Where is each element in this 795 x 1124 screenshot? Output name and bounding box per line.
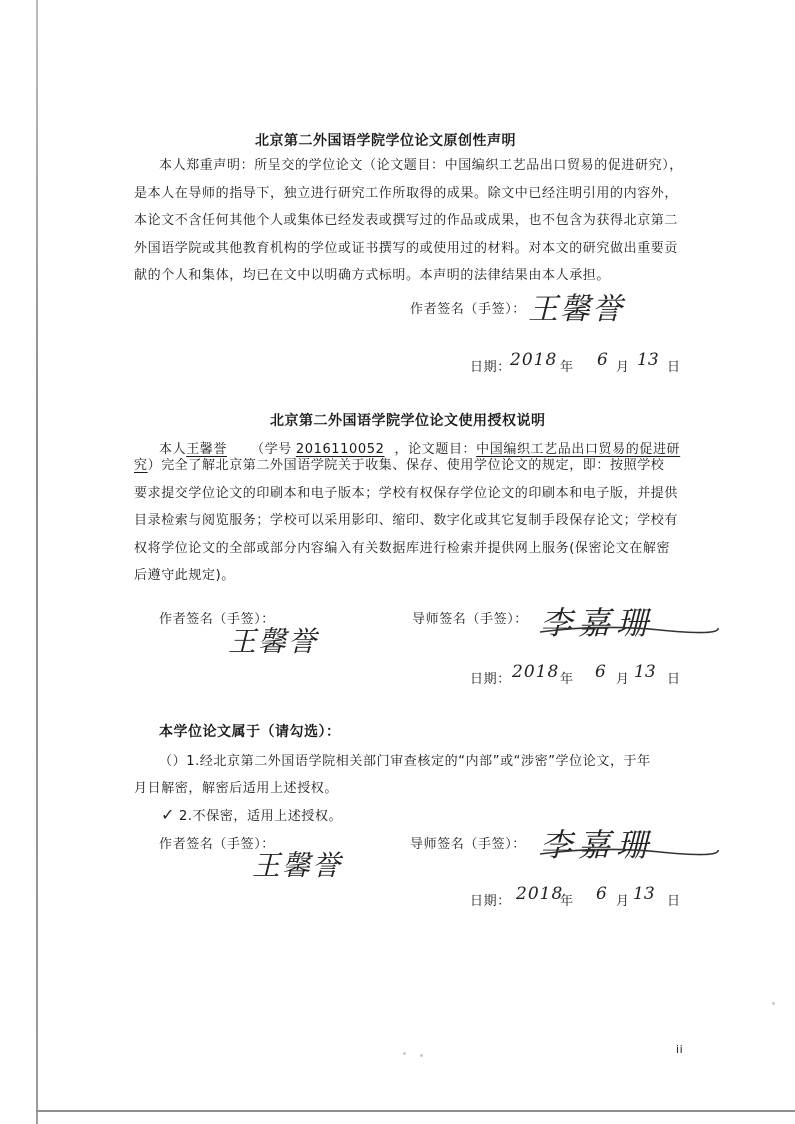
classification-option-2	[161, 805, 342, 824]
originality-year-unit: 年	[560, 360, 574, 375]
classification-author-signature: 王馨誉	[252, 849, 343, 882]
originality-day-unit: 日	[667, 360, 681, 375]
scan-artifact	[772, 1002, 775, 1005]
classification-title: 本学位论文属于（请勾选）：	[159, 724, 341, 740]
originality-line-1	[134, 152, 694, 180]
classification-day-unit: 日	[667, 894, 681, 909]
page-number: ii	[676, 1043, 684, 1056]
classification-month-unit: 月	[616, 894, 630, 909]
page-edge-bottom	[36, 1110, 795, 1112]
authorization-prefix: 本人	[159, 442, 187, 457]
authorization-date-month: 6	[595, 662, 606, 682]
scan-artifact	[403, 1052, 406, 1055]
originality-month-unit: 月	[616, 360, 630, 375]
originality-title: 北京第二外国语学院学位论文原创性声明	[255, 133, 516, 149]
classification-author-sig-label: 作者签名（手签）：	[159, 837, 275, 852]
authorization-line-3: 要求提交学位论文的印刷本和电子版本；学校有权保存学位论文的印刷本和电子版，并提供	[134, 485, 679, 501]
thesis-title-part1: 中国编织工艺品出口贸易的促进研	[476, 442, 681, 457]
classification-advisor-sig-label: 导师签名（手签）：	[410, 837, 526, 852]
authorization-line-6: 后遵守此规定)。	[134, 568, 235, 583]
authorization-month-unit: 月	[616, 672, 630, 687]
classification-date-month: 6	[596, 884, 607, 904]
authorization-date-label: 日期：	[470, 672, 511, 687]
signature-flourish	[540, 842, 720, 862]
page-edge-left	[36, 0, 38, 1124]
authorization-line-4: 目录检索与阅览服务；学校可以采用影印、缩印、数字化或其它复制手段保存论文；学校有	[134, 513, 679, 528]
signature-flourish	[540, 620, 720, 640]
thesis-title-label: ，论文题目：	[394, 442, 477, 457]
option-1-checkbox[interactable]: （）	[159, 754, 187, 769]
originality-line-5: 献的个人和集体，均已在文中以明确方式标明。本声明的法律结果由本人承担。	[134, 268, 611, 283]
authorization-advisor-sig-label: 导师签名（手签）：	[412, 612, 528, 627]
authorization-advisor-signature: 李嘉珊	[540, 604, 655, 642]
authorization-author-signature: 王馨誉	[228, 625, 319, 658]
classification-date-year: 2018	[516, 884, 564, 904]
authorization-title: 北京第二外国语学院学位论文使用授权说明	[270, 413, 546, 429]
authorization-line-5: 权将学位论文的全部或部分内容编入有关数据库进行检索并提供网上服务(保密论文在解密	[134, 540, 671, 556]
originality-line-3: 本论文不含任何其他个人或集体已经发表或撰写过的作品或成果，也不包含为获得北京第二	[134, 213, 679, 228]
classification-date-label: 日期：	[470, 894, 511, 909]
originality-line-2: 是本人在导师的指导下，独立进行研究工作所取得的成果。除文中已经注明引用的内容外，	[134, 185, 679, 201]
authorization-line-2	[134, 452, 694, 480]
authorization-author-sig-label: 作者签名（手签）：	[159, 612, 275, 627]
originality-author-sig-label: 作者签名（手签）：	[410, 302, 526, 317]
option-1-text-line-2: 月日解密，解密后适用上述授权。	[134, 781, 339, 796]
originality-author-signature: 王馨誉	[528, 292, 624, 327]
authorization-date-day: 13	[634, 662, 656, 682]
classification-option-1	[159, 750, 651, 769]
thesis-title-part2: 究	[134, 458, 148, 473]
originality-date-month: 6	[597, 350, 608, 370]
originality-date-year: 2018	[510, 350, 558, 370]
authorization-date-year: 2018	[512, 662, 560, 682]
option-2-text: 2.不保密，适用上述授权。	[179, 809, 343, 824]
authorization-body	[134, 452, 694, 590]
originality-line-4: 外国语学院或其他教育机构的学位或证书撰写的或使用过的材料。对本文的研究做出重要贡	[134, 240, 679, 256]
classification-advisor-signature: 李嘉珊	[540, 826, 655, 864]
originality-body	[134, 152, 694, 290]
authorization-year-unit: 年	[560, 672, 574, 687]
originality-date-label: 日期：	[470, 360, 511, 375]
originality-date-day: 13	[637, 350, 659, 370]
option-1-text: 1.经北京第二外国语学院相关部门审查核定的“内部”或“涉密”学位论文，于年	[186, 754, 651, 769]
student-no: 2016110052	[295, 442, 385, 457]
authorization-line-2-text: ）完全了解北京第二外国语学院关于收集、保存、使用学位论文的规定，即：按照学校	[147, 458, 665, 473]
classification-date-day: 13	[633, 884, 655, 904]
authorization-day-unit: 日	[667, 672, 681, 687]
scan-artifact	[420, 1054, 423, 1057]
originality-line-1-text: 本人郑重声明：所呈交的学位论文（论文题目：中国编织工艺品出口贸易的促进研究），	[159, 158, 683, 173]
option-2-checkmark[interactable]: ✓	[161, 805, 176, 824]
student-no-label: （学号	[251, 442, 292, 457]
authorization-author-name: 王馨誉	[186, 442, 228, 457]
classification-year-unit: 年	[560, 894, 574, 909]
